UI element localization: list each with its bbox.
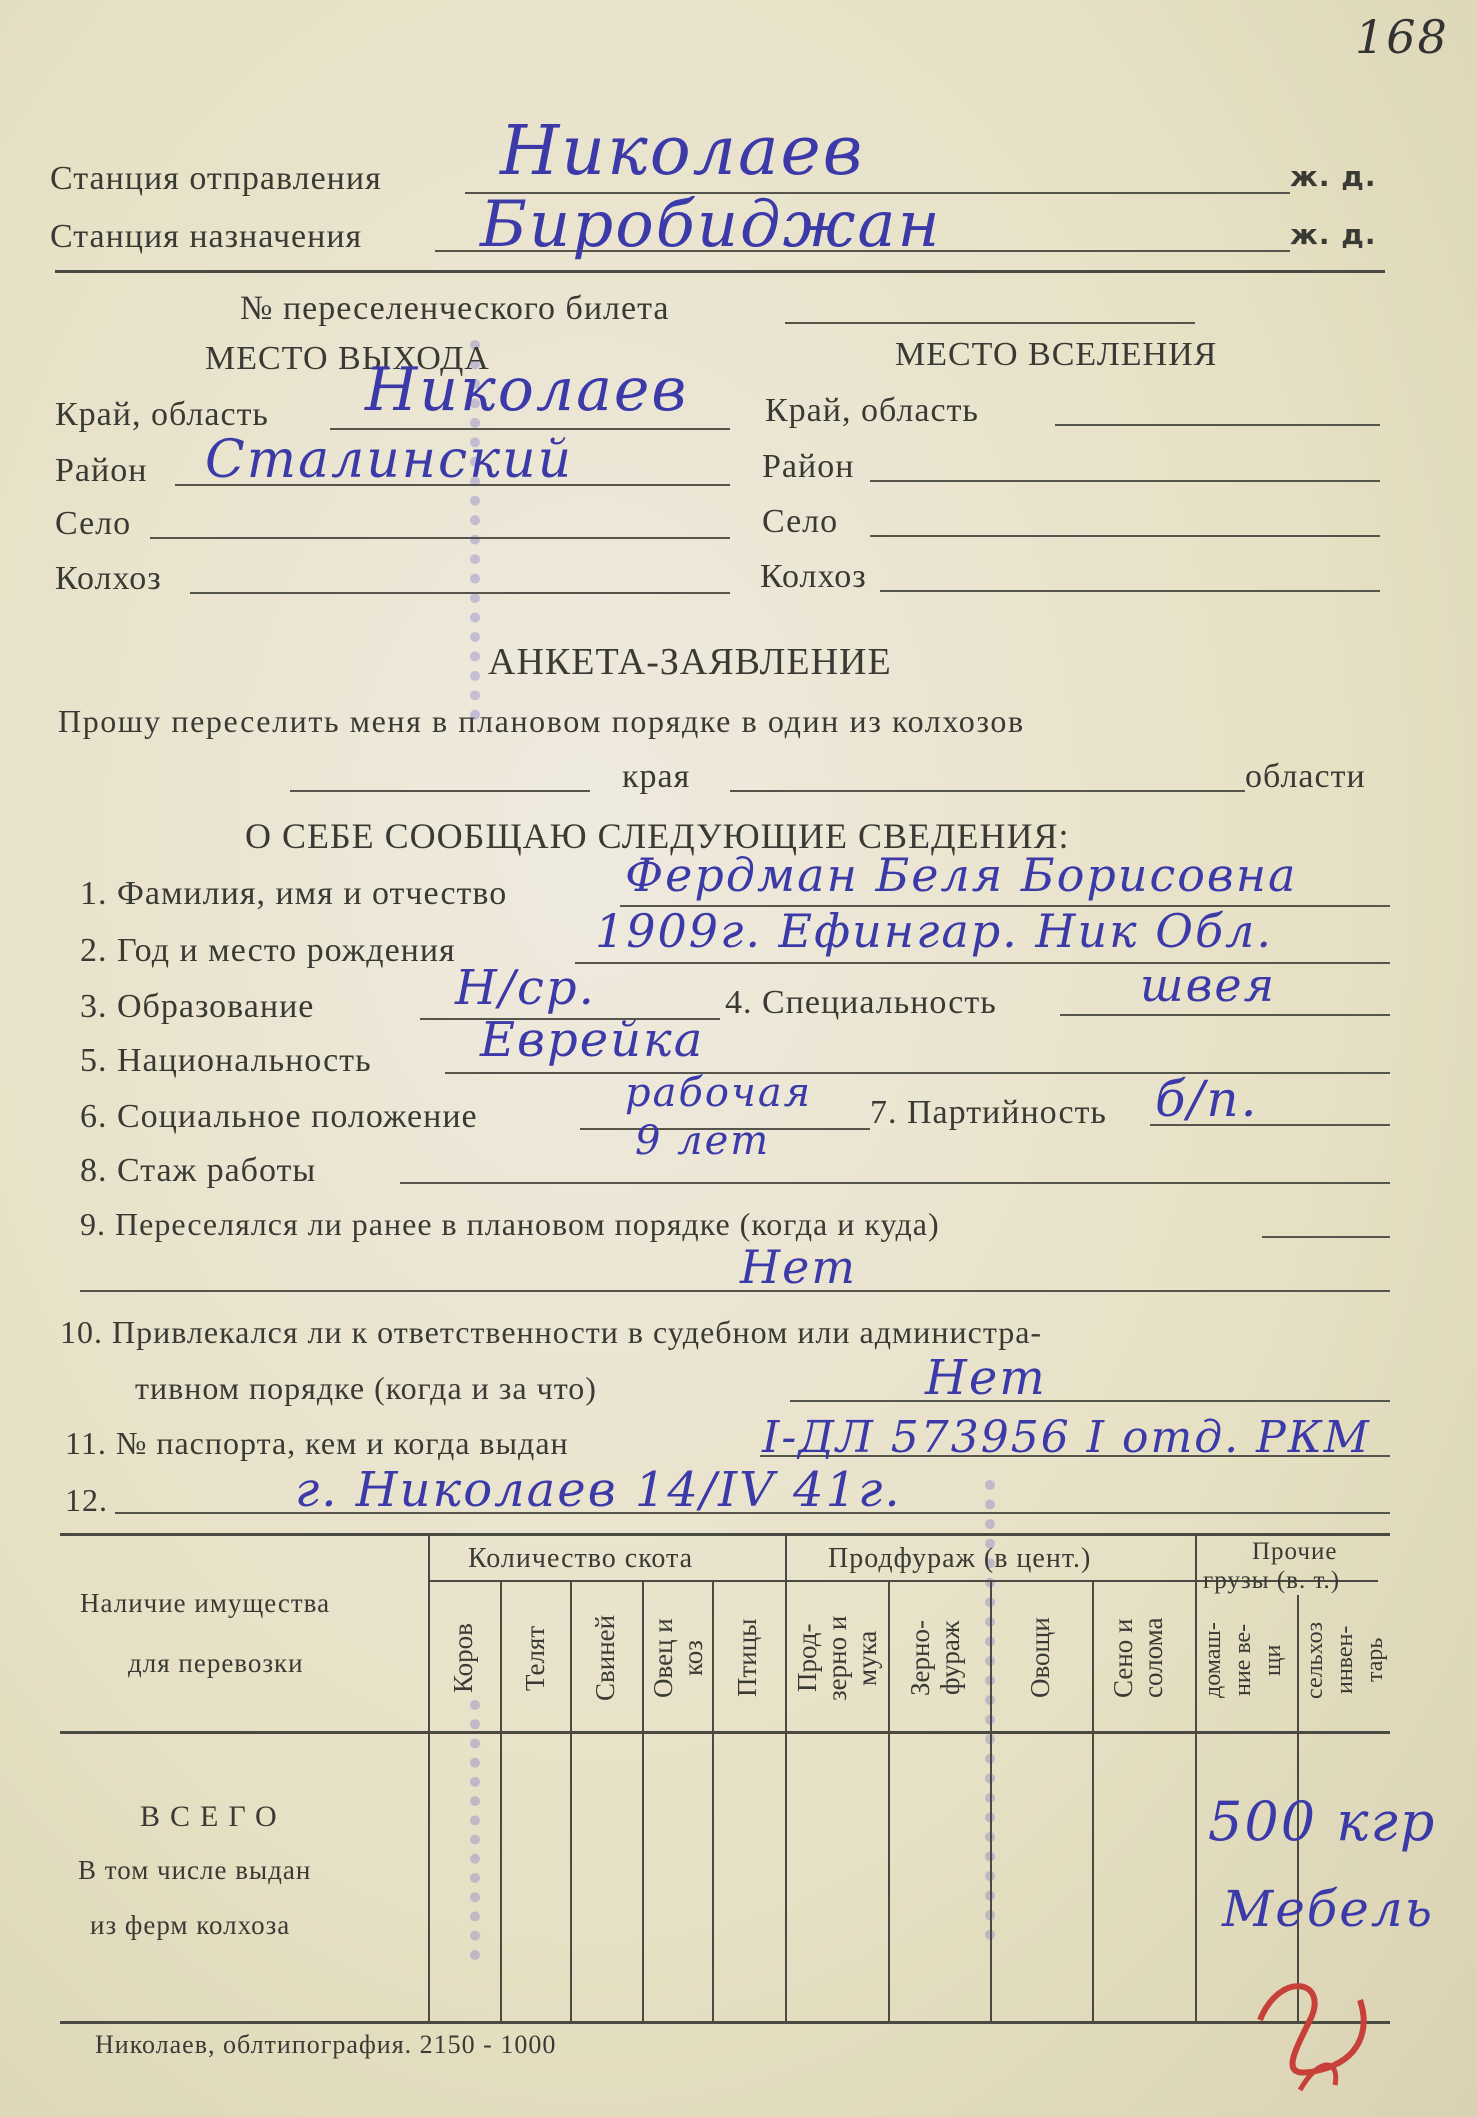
origin-region-label: Край, область <box>55 396 269 433</box>
field-5-value: Еврейка <box>480 1012 705 1068</box>
col-header: Коров <box>448 1623 478 1693</box>
field-7-label: 7. Партийность <box>870 1094 1107 1131</box>
rail-suffix: ж. д. <box>1290 160 1377 193</box>
request-line: Прошу переселить меня в плановом порядке в один из колхозов <box>58 703 1025 739</box>
table-col-divider <box>888 1580 890 2021</box>
group-livestock: Количество скота <box>468 1543 694 1574</box>
col-header: домаш- ние ве- щи <box>1200 1622 1286 1698</box>
printer-footer: Николаев, облтипография. 2150 - 1000 <box>95 2030 557 2059</box>
col-header: сельхоз инвен- тарь <box>1302 1621 1388 1699</box>
field-3-label: 3. Образование <box>80 988 315 1025</box>
departure-value: Николаев <box>500 112 865 191</box>
origin-kolkhoz-line <box>190 592 730 594</box>
table-col-divider <box>642 1580 644 2021</box>
destination-value: Биробиджан <box>480 188 942 262</box>
field-9-value: Нет <box>740 1240 857 1294</box>
issued-label-1: В том числе выдан <box>78 1855 312 1885</box>
table-bottom-border <box>60 2021 1390 2024</box>
group-other-2: грузы (в. т.) <box>1203 1567 1341 1594</box>
row-header-2: для перевозки <box>128 1648 304 1678</box>
field-9-label: 9. Переселялся ли ранее в плановом порядке (когда и куда) <box>80 1206 940 1242</box>
group-other: Прочие <box>1252 1538 1338 1565</box>
table-col-divider <box>990 1580 992 2021</box>
origin-kolkhoz-label: Колхоз <box>55 560 162 597</box>
dest-region-label: Край, область <box>765 392 979 429</box>
stamp-mark <box>470 1700 540 1960</box>
issued-label-2: из ферм колхоза <box>90 1910 291 1940</box>
field-6-value: рабочая <box>625 1070 813 1116</box>
table-col-divider <box>428 1533 430 2021</box>
field-8-line <box>400 1182 1390 1184</box>
field-7-value: б/п. <box>1155 1070 1259 1128</box>
col-header: Овец и коз <box>648 1618 708 1698</box>
origin-district-value: Сталинский <box>205 430 574 490</box>
dest-village-line <box>870 535 1380 537</box>
field-8-label: 8. Стаж работы <box>80 1152 317 1189</box>
col-header: Телят <box>520 1625 550 1691</box>
table-col-divider <box>500 1580 502 2021</box>
field-9-line-2 <box>80 1290 1390 1292</box>
field-10-label: 10. Привлекался ли к ответственности в судебном или администра- <box>60 1314 1043 1350</box>
origin-heading: МЕСТО ВЫХОДА <box>205 340 490 377</box>
table-col-divider <box>570 1580 572 2021</box>
origin-district-label: Район <box>55 452 148 489</box>
field-4-value: швея <box>1140 958 1277 1012</box>
info-heading: О СЕБЕ СООБЩАЮ СЛЕДУЮЩИЕ СВЕДЕНИЯ: <box>245 816 1070 856</box>
col-header: Овощи <box>1025 1617 1055 1699</box>
total-label: ВСЕГО <box>140 1800 287 1833</box>
dest-kolkhoz-line <box>880 590 1380 592</box>
rail-suffix: ж. д. <box>1290 218 1377 251</box>
divider <box>55 270 1385 273</box>
destination-label: Станция назначения <box>50 218 363 255</box>
table-col-divider <box>1092 1580 1094 2021</box>
request-line-blank <box>290 790 590 792</box>
origin-village-label: Село <box>55 505 132 542</box>
col-header: Прод- зерно и мука <box>792 1615 882 1701</box>
ticket-line <box>785 322 1195 324</box>
dest-region-line <box>1055 424 1380 426</box>
field-12-value: г. Николаев 14/IV 41г. <box>295 1462 902 1518</box>
field-4-line <box>1060 1014 1390 1016</box>
field-10-label-2: тивном порядке (когда и за что) <box>135 1370 597 1406</box>
col-header: Сено и солома <box>1108 1617 1168 1699</box>
table-col-divider <box>785 1533 787 2021</box>
form-title: АНКЕТА-ЗАЯВЛЕНИЕ <box>488 641 892 683</box>
origin-village-line <box>150 537 730 539</box>
field-9-line <box>1262 1236 1390 1238</box>
row-header-1: Наличие имущества <box>80 1588 331 1618</box>
table-header-border <box>60 1731 1390 1734</box>
destination-heading: МЕСТО ВСЕЛЕНИЯ <box>895 336 1218 373</box>
red-ink-mark <box>1240 1960 1390 2100</box>
field-1-value: Фердман Беля Борисовна <box>625 848 1298 902</box>
household-value-1: 500 кгр <box>1208 1790 1437 1853</box>
field-11-value: I-ДЛ 573956 I отд. РКМ <box>762 1412 1371 1463</box>
field-4-label: 4. Специальность <box>725 984 997 1021</box>
field-10-line <box>790 1400 1390 1402</box>
departure-label: Станция отправления <box>50 160 382 197</box>
field-6-label: 6. Социальное положение <box>80 1098 478 1135</box>
field-3-value: Н/ср. <box>455 960 596 1016</box>
field-2-label: 2. Год и место рождения <box>80 932 456 969</box>
field-2-value: 1909г. Ефингар. Ник Обл. <box>595 904 1273 958</box>
col-header: Зерно- фураж <box>905 1620 965 1696</box>
table-top-border <box>60 1533 1390 1536</box>
table-col-divider <box>1195 1533 1197 2021</box>
table-col-divider <box>712 1580 714 2021</box>
dest-village-label: Село <box>762 503 839 540</box>
household-value-2: Мебель <box>1222 1880 1434 1938</box>
dest-district-label: Район <box>762 448 855 485</box>
field-12-label: 12. <box>65 1482 108 1518</box>
field-1-label: 1. Фамилия, имя и отчество <box>80 875 508 912</box>
page-number: 168 <box>1355 10 1449 64</box>
dest-district-line <box>870 480 1380 482</box>
origin-region-value: Николаев <box>365 355 689 425</box>
request-line-blank <box>730 790 1245 792</box>
col-header: Птицы <box>732 1618 762 1698</box>
field-8-value: 9 лет <box>635 1118 771 1164</box>
col-header: Свиней <box>590 1614 620 1702</box>
field-11-label: 11. № паспорта, кем и когда выдан <box>65 1425 569 1461</box>
ticket-label: № переселенческого билета <box>240 290 670 327</box>
group-feed: Продфураж (в цент.) <box>828 1543 1092 1574</box>
dest-kolkhoz-label: Колхоз <box>760 558 867 595</box>
field-10-value: Нет <box>925 1350 1047 1406</box>
request-oblasti: области <box>1245 758 1366 795</box>
request-kraya: края <box>622 758 691 795</box>
field-5-label: 5. Национальность <box>80 1042 372 1079</box>
